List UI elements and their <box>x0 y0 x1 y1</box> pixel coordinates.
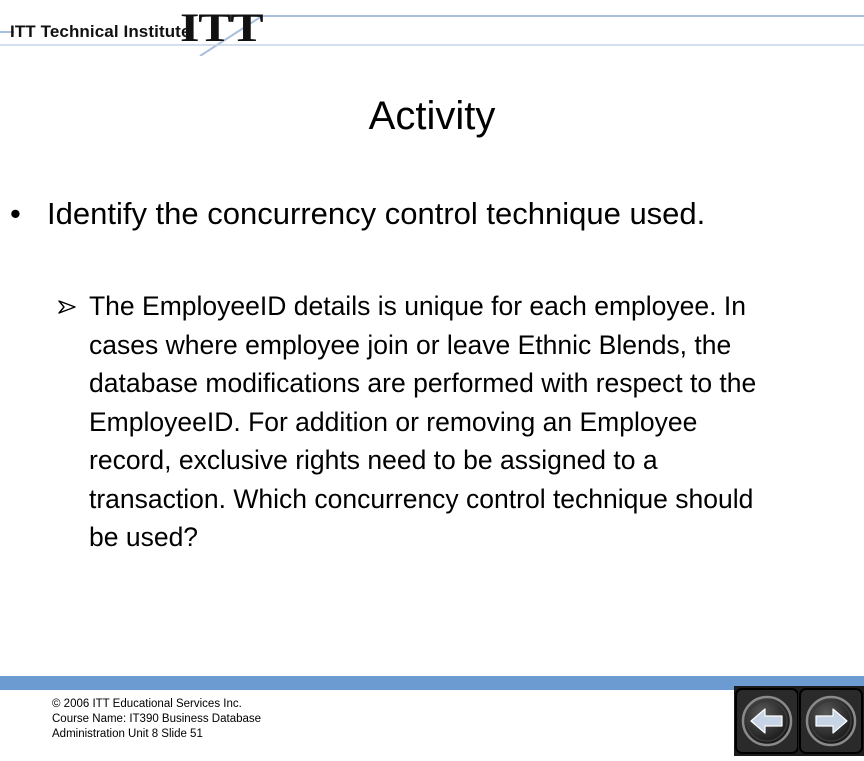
forward-arrow-icon <box>798 686 864 756</box>
header-band <box>0 0 864 56</box>
footer-info <box>52 697 261 742</box>
main-bullet <box>10 193 770 234</box>
course-name-text: Course Name: IT390 Business Database <box>52 713 262 725</box>
back-arrow-icon <box>734 686 800 756</box>
back-button[interactable] <box>734 686 800 756</box>
forward-button[interactable] <box>798 686 864 756</box>
sub-bullet <box>58 287 778 557</box>
unit-slide-text: Administration Unit 8 Slide 51 <box>52 728 203 740</box>
slide-title: Activity <box>368 94 496 138</box>
main-bullet-text: Identify the concurrency control technique used. <box>47 196 706 231</box>
sub-bullet-text: The EmployeeID details is unique for each employee. In cases where employee join or leave Ethnic Blends, the database modifications are performed with respect to the EmployeeID. For addition or removing an Employee record, exclusive rights need to be assigned to a transaction. Which concurrency control technique should be used? <box>89 291 757 552</box>
logo-text: ITT Technical Institute <box>10 22 191 41</box>
arrow-bullet-icon <box>58 300 78 314</box>
copyright-text: © 2006 ITT Educational Services Inc. <box>52 698 242 710</box>
bullet-dot-icon: • <box>10 196 21 231</box>
itt-logo: ITT <box>180 5 263 50</box>
